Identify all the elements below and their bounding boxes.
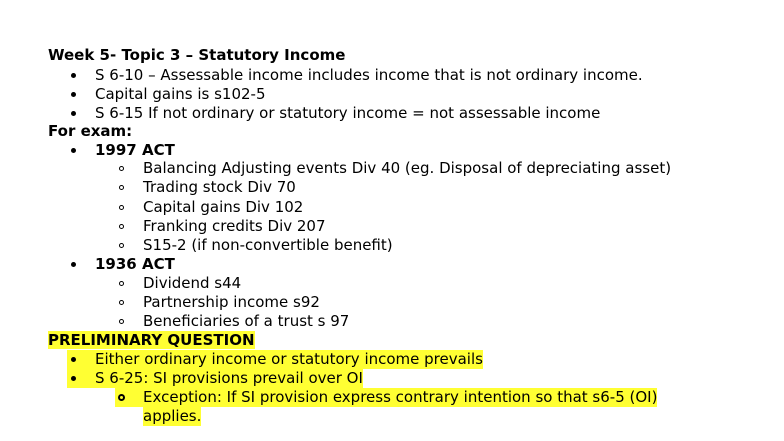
intro-bullet-text: S 6-10 – Assessable income includes income that is not ordinary income.: [95, 65, 643, 84]
exception-text-line1: Exception: If SI provision express contrary intention so that s6-5 (OI): [143, 387, 658, 406]
act-1997-item-text: Trading stock Div 70: [143, 178, 296, 196]
bullet-ring-icon: [119, 300, 124, 305]
act-1997-item-text: Balancing Adjusting events Div 40 (eg. Disposal of depreciating asset): [143, 159, 672, 177]
for-exam-heading: [48, 122, 132, 141]
bullet-dot-icon: [71, 376, 76, 381]
act-1936-item-text: Dividend s44: [143, 273, 242, 292]
bullet-dot-icon: [71, 148, 76, 153]
bullet-dot-icon: [71, 357, 76, 362]
intro-bullet-text: Capital gains is s102-5: [95, 84, 266, 103]
preliminary-bullet-text: S 6-25: SI provisions prevail over OI: [95, 368, 363, 387]
bullet-ring-icon: [118, 394, 125, 401]
bullet-ring-icon: [119, 243, 124, 248]
for-exam-label: For exam:: [48, 121, 133, 140]
act-1997-item-text: Capital gains Div 102: [143, 197, 304, 216]
bullet-dot-icon: [71, 92, 76, 97]
bullet-ring-icon: [119, 224, 124, 229]
act-1997-label: 1997 ACT: [95, 140, 175, 159]
bullet-dot-icon: [71, 262, 76, 267]
act-1936-item-text: Partnership income s92: [143, 292, 320, 311]
bullet-dot-icon: [71, 73, 76, 78]
page-title: [48, 46, 345, 65]
preliminary-heading-text: PRELIMINARY QUESTION: [48, 330, 255, 349]
exception-text-line2: applies.: [143, 406, 202, 425]
preliminary-bullet-text: Either ordinary income or statutory income prevails: [95, 349, 483, 368]
bullet-dot-icon: [71, 111, 76, 116]
bullet-ring-icon: [119, 185, 124, 190]
act-1997-item-text: S15-2 (if non-convertible benefit): [143, 235, 393, 254]
bullet-ring-icon: [119, 205, 124, 210]
bullet-ring-icon: [119, 281, 124, 286]
title-text: Week 5- Topic 3 – Statutory Income: [48, 46, 346, 64]
preliminary-heading: [48, 331, 255, 350]
bullet-ring-icon: [119, 319, 124, 324]
intro-bullet-text: S 6-15 If not ordinary or statutory income = not assessable income: [95, 103, 601, 122]
act-1936-item-text: Beneficiaries of a trust s 97: [143, 312, 350, 330]
act-1936-label: 1936 ACT: [95, 254, 175, 273]
bullet-ring-icon: [119, 166, 124, 171]
act-1997-item-text: Franking credits Div 207: [143, 216, 326, 235]
